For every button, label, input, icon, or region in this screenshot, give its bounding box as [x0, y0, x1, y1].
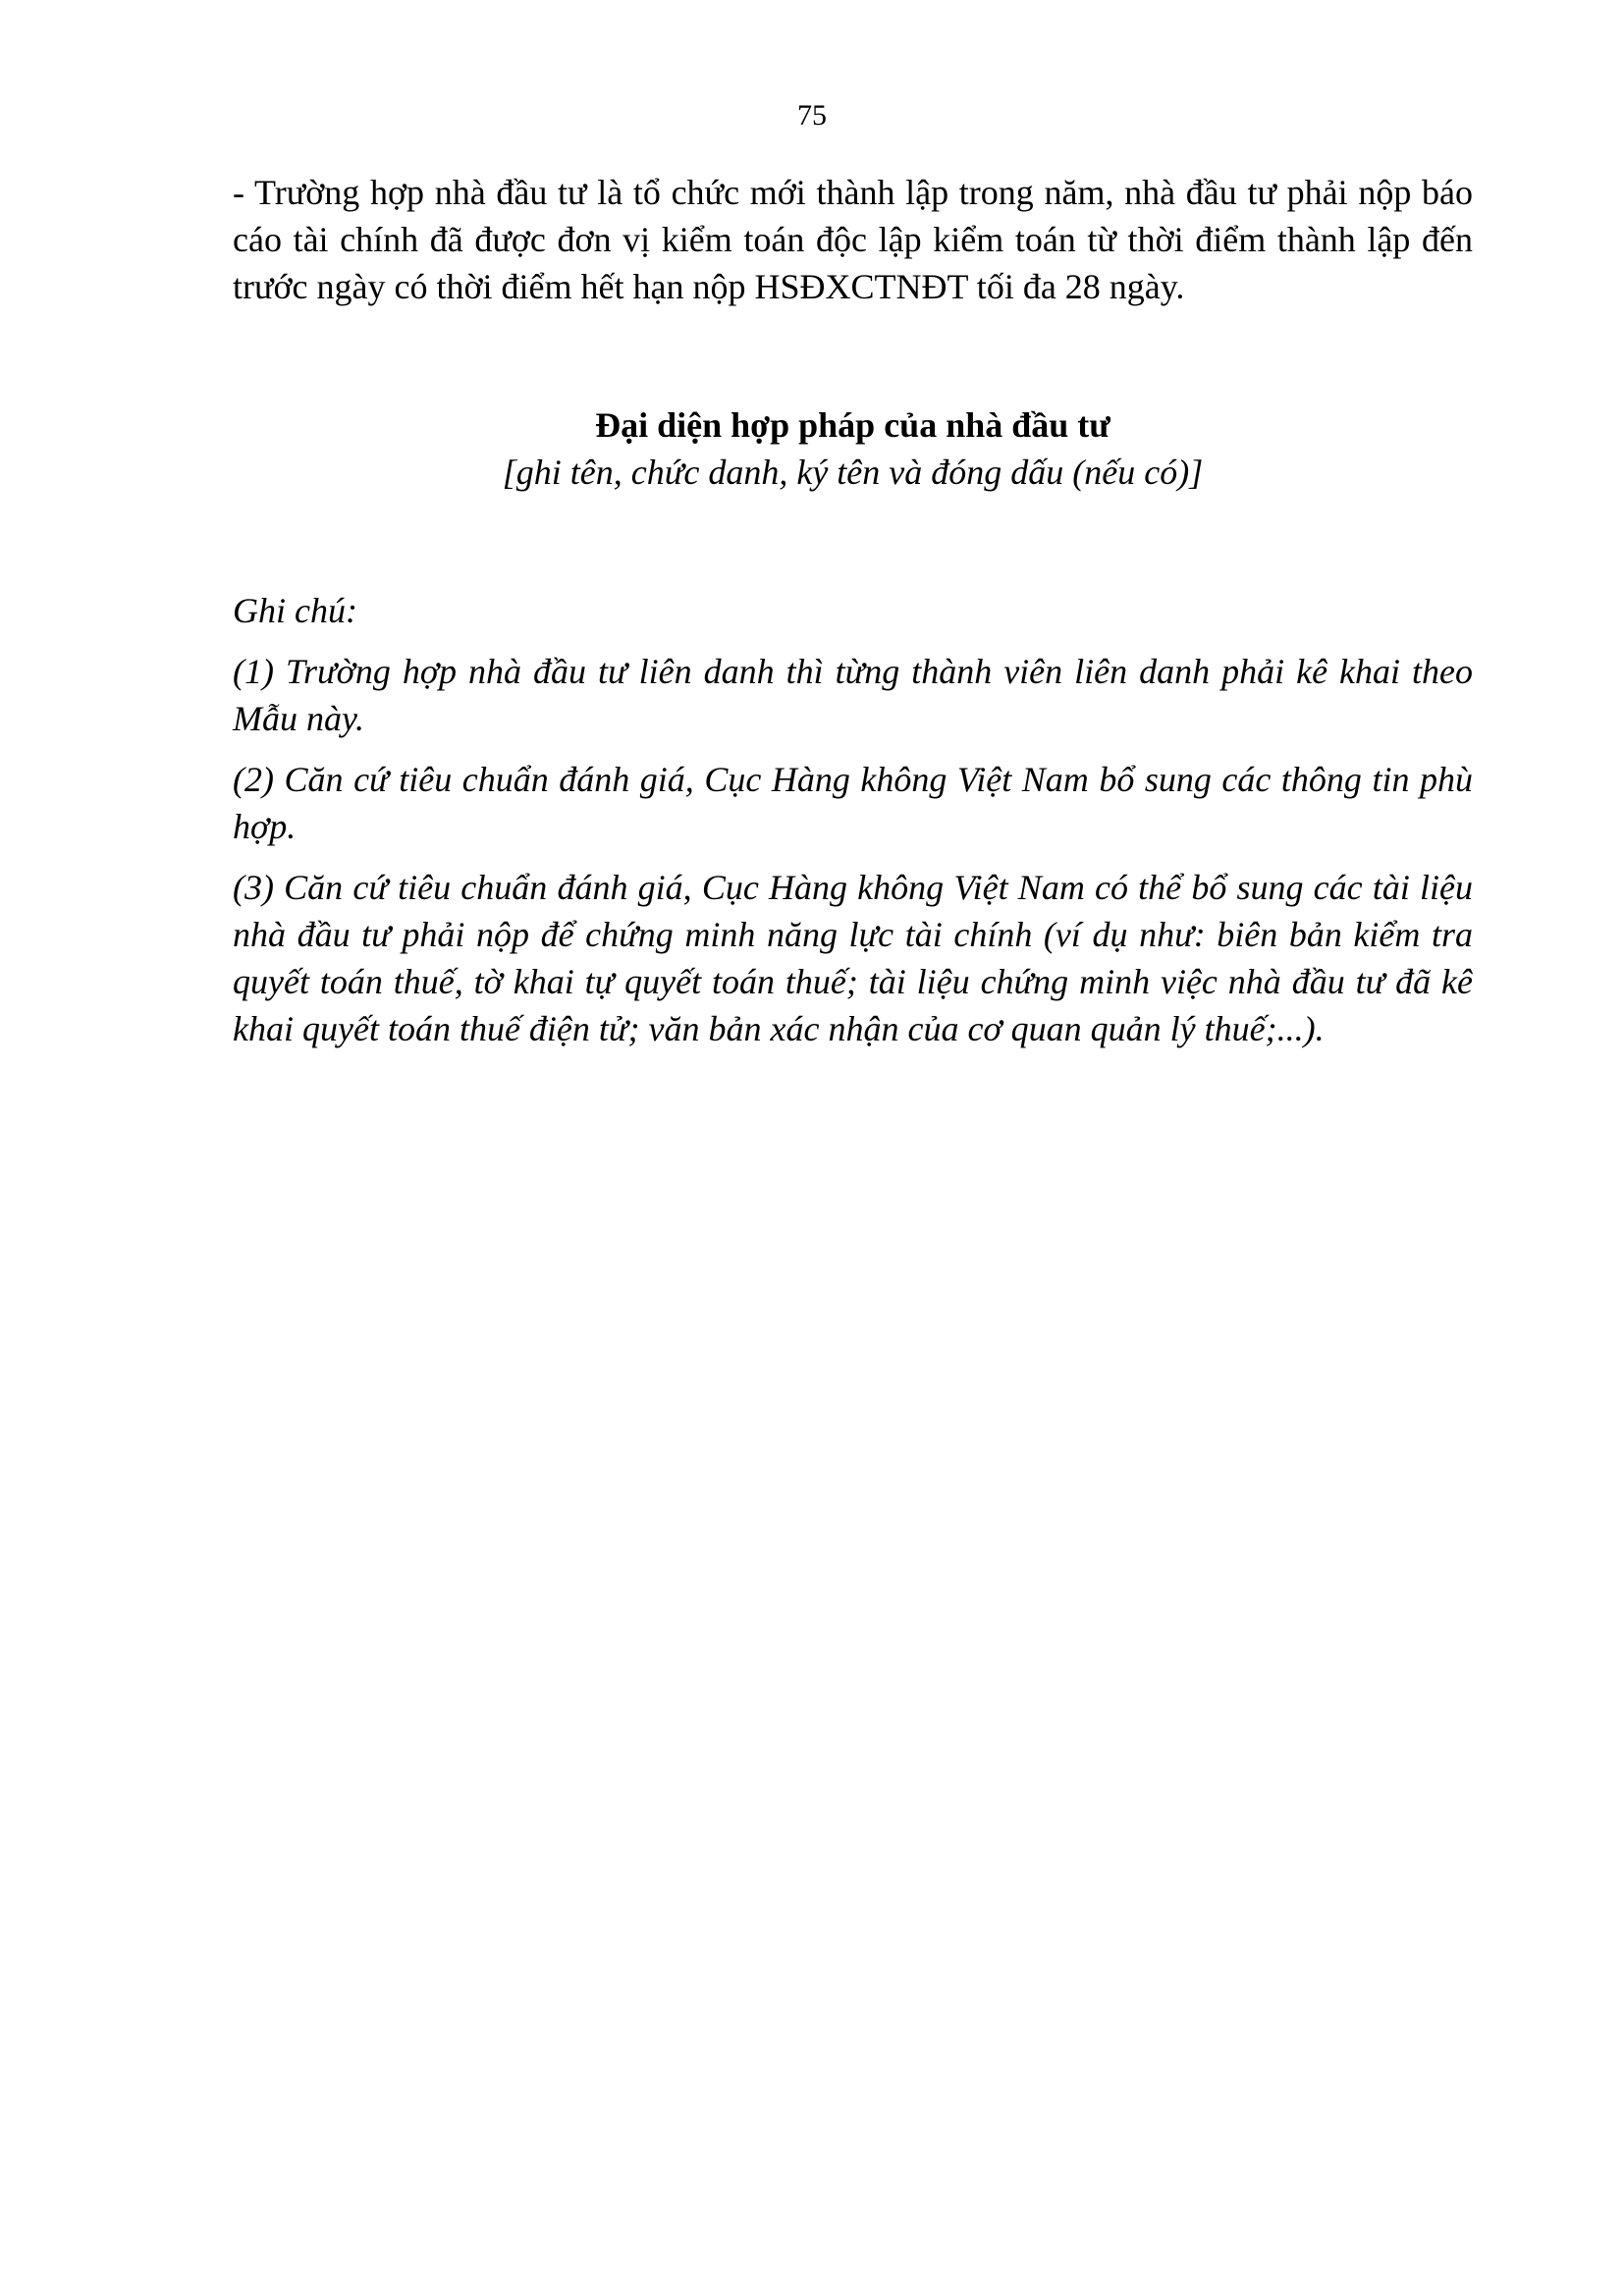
note-item: (2) Căn cứ tiêu chuẩn đánh giá, Cục Hàng không Việt Nam bổ sung các thông tin phù hợp. [233, 760, 1473, 846]
signature-title: Đại diện hợp pháp của nhà đầu tư [595, 405, 1110, 445]
signature-instructions: [ghi tên, chức danh, ký tên và đóng dấu (nếu có)] [502, 453, 1204, 492]
note-item: (3) Căn cứ tiêu chuẩn đánh giá, Cục Hàng không Việt Nam có thể bổ sung các tài liệu nhà đầu tư phải nộp để chứng minh năng lực tài chính (ví dụ như: biên bản kiểm tra quyết toán thuế, tờ khai tự quyết toán thuế; tài liệu chứng minh việc nhà đầu tư đã kê khai quyết toán thuế điện tử; văn bản xác nhận của cơ quan quản lý thuế;...). [233, 868, 1473, 1048]
document-body [233, 169, 1473, 1066]
body-paragraph: - Trường hợp nhà đầu tư là tổ chức mới thành lập trong năm, nhà đầu tư phải nộp báo cáo tài chính đã được đơn vị kiểm toán độc lập kiểm toán từ thời điểm thành lập đến trước ngày có thời điểm hết hạn nộp HSĐXCTNĐT tối đa 28 ngày. [233, 173, 1473, 306]
signature-block [233, 401, 1473, 496]
notes-title: Ghi chú: [233, 591, 357, 630]
note-item: (1) Trường hợp nhà đầu tư liên danh thì từng thành viên liên danh phải kê khai theo Mẫu này. [233, 652, 1473, 738]
notes-section [233, 587, 1473, 1052]
page-number: 75 [797, 99, 827, 132]
